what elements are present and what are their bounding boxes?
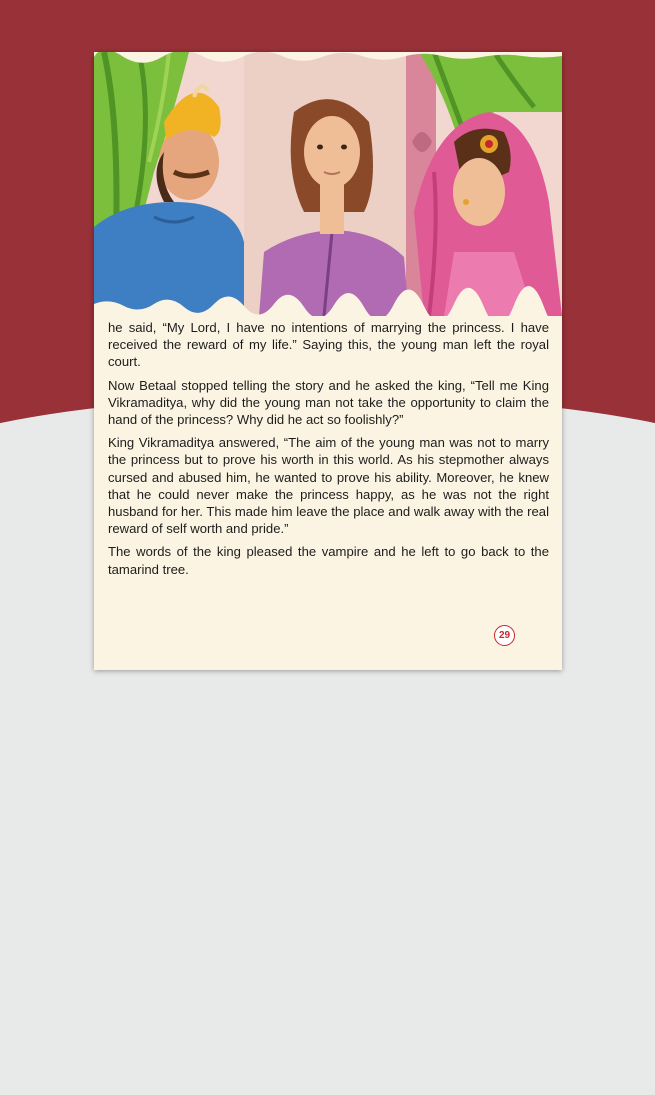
paragraph-1: he said, “My Lord, I have no intentions of marrying the princess. I have received the reward of my life.” Saying this, the young man left the royal court.: [108, 320, 549, 370]
story-text: [108, 319, 549, 584]
page-number: 29: [494, 625, 515, 646]
paragraph-3: King Vikramaditya answered, “The aim of the young man was not to marry the princess but to prove his worth in this world. As his stepmother always cursed and abused him, he wanted to prove his ability. Moreover, he knew that he could never make the princess happy, as he was not the right husband for her. This made him leave the place and walk away with the real reward of self worth and pride.”: [108, 435, 549, 537]
book-page: [94, 52, 562, 670]
paragraph-2: Now Betaal stopped telling the story and he asked the king, “Tell me King Vikramaditya, why did the young man not take the opportunity to claim the hand of the princess? Why did he act so foolishly?”: [108, 377, 549, 428]
story-illustration: [94, 52, 562, 316]
paragraph-4: The words of the king pleased the vampire and he left to go back to the tamarind tree.: [108, 544, 549, 577]
